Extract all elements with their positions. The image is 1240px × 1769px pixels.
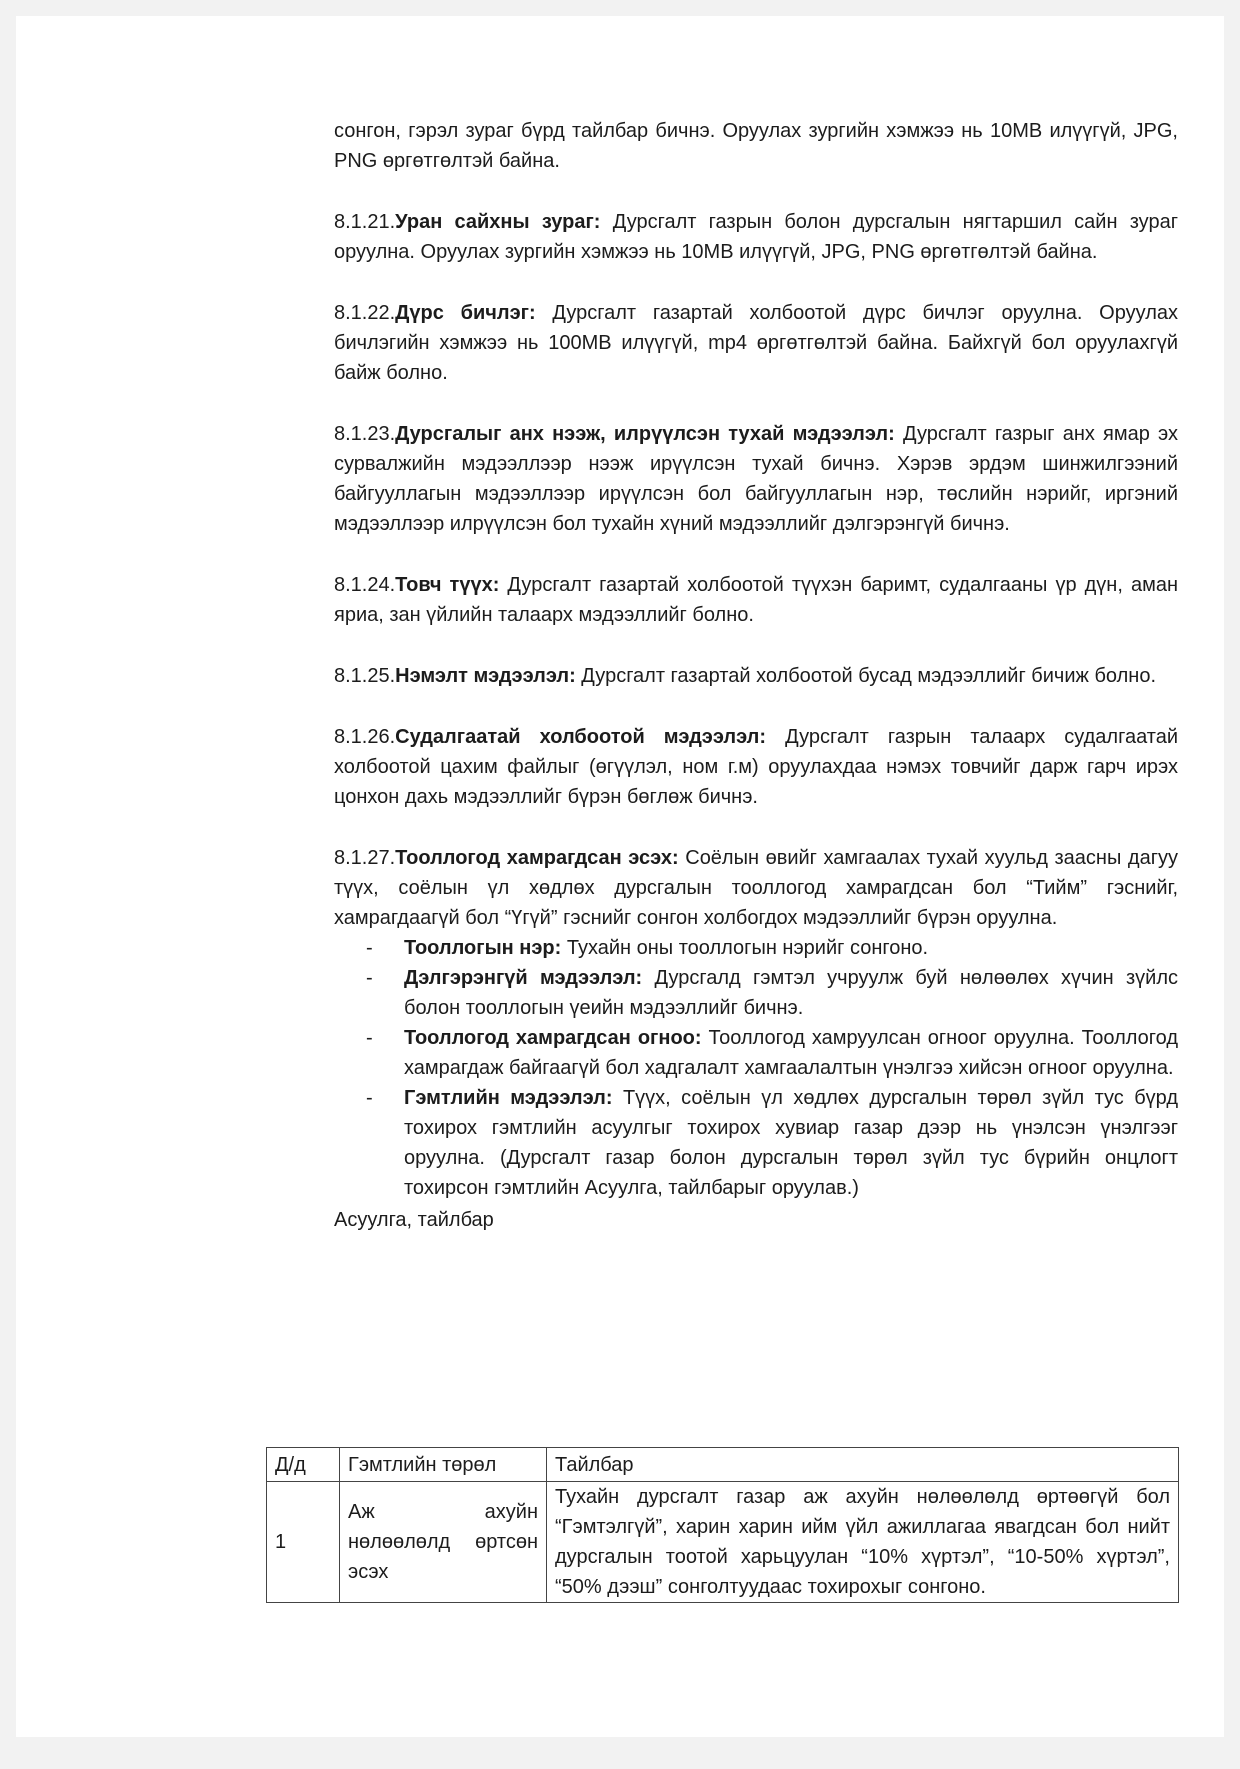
section-number: 8.1.21. <box>334 211 396 233</box>
section-heading: Дүрс бичлэг: <box>395 302 536 324</box>
table-row <box>267 1482 1179 1603</box>
list-item-text: Тухайн оны тооллогын нэрийг сонгоно. <box>561 937 929 959</box>
dash-bullet: - <box>366 1027 373 1049</box>
census-details-list <box>334 933 1178 1203</box>
list-item-text: Тооллогод хамруулсан огноог оруулна. Тооллогод хамрагдаж байгаагүй бол хадгалалт хамгаалалтын үнэлгээ хийсэн огноог оруулна. <box>404 1027 1178 1079</box>
section-heading: Нэмэлт мэдээлэл: <box>395 665 576 687</box>
section-8-1-23 <box>334 419 1178 539</box>
paragraph-continuation: сонгон, гэрэл зураг бүрд тайлбар бичнэ. Оруулах зургийн хэмжээ нь 10MB илүүгүй, JPG, PNG өргөтгөлтэй байна. <box>334 120 1178 172</box>
column-header-damage-type: Гэмтлийн төрөл <box>340 1448 547 1482</box>
section-8-1-27 <box>334 843 1178 933</box>
section-heading: Тооллогод хамрагдсан эсэх: <box>395 847 679 869</box>
table-caption: Асуулга, тайлбар <box>334 1209 494 1231</box>
column-header-description: Тайлбар <box>547 1448 1179 1482</box>
section-text: Соёлын өвийг хамгаалах тухай хуульд заасны дагуу түүх, соёлын үл хөдлөх дурсгалын тооллогод хамрагдсан бол “Тийм” гэснийг, хамрагдаагүй бол “Үгүй” гэснийг сонгон холбогдох мэдээллийг бүрэн оруулна. <box>334 847 1178 929</box>
damage-questionnaire-table <box>266 1447 1179 1603</box>
section-text: Дурсгалт газрын талаарх судалгаатай холбоотой цахим файлыг (өгүүлэл, ном г.м) оруулахдаа нэмэх товчийг дарж гарч ирэх цонхон дахь мэдээллийг бүрэн бөглөж бичнэ. <box>334 726 1178 808</box>
section-heading: Дурсгалыг анх нээж, илрүүлсэн тухай мэдээлэл: <box>395 423 895 445</box>
section-heading: Судалгаатай холбоотой мэдээлэл: <box>395 726 767 748</box>
section-8-1-26 <box>334 722 1178 812</box>
cell-damage-type: Аж ахуйн нөлөөлөлд өртсөн эсэх <box>340 1482 547 1603</box>
list-item <box>334 963 1178 1023</box>
section-number: 8.1.23. <box>334 423 396 445</box>
section-number: 8.1.24. <box>334 574 396 596</box>
section-text: Дурсгалт газартай холбоотой түүхэн баримт, судалгааны үр дүн, аман яриа, зан үйлийн талаарх мэдээллийг болно. <box>334 574 1178 626</box>
list-item <box>334 933 1178 963</box>
section-text: Дурсгалт газартай холбоотой бусад мэдээллийг бичиж болно. <box>575 665 1156 687</box>
section-heading: Уран сайхны зураг: <box>395 211 601 233</box>
list-item <box>334 1083 1178 1203</box>
section-8-1-21 <box>334 207 1178 267</box>
section-number: 8.1.25. <box>334 665 396 687</box>
list-item <box>334 1023 1178 1083</box>
list-item-text: Түүх, соёлын үл хөдлөх дурсгалын төрөл зүйл тус бүрд тохирох гэмтлийн асуулгыг тохирох хувиар газар дээр нь үнэлсэн үнэлгээг оруулна. (Дурсгалт газар болон дурсгалын төрөл зүйл тус бүрийн онцлогт тохирсон гэмтлийн Асуулга, тайлбарыг оруулав.) <box>404 1087 1178 1199</box>
list-item-title: Тооллогын нэр: <box>404 937 562 959</box>
dash-bullet: - <box>366 937 373 959</box>
section-text: Дурсгалт газрыг анх ямар эх сурвалжийн мэдээллээр нээж ирүүлсэн тухай бичнэ. Хэрэв эрдэм шинжилгээний байгууллагын мэдээллээр ирүүлсэн бол байгууллагын нэр, төслийн нэрийг, иргэний мэдээллээр илрүүлсэн бол тухайн хүний мэдээллийг дэлгэрэнгүй бичнэ. <box>334 423 1178 535</box>
section-number: 8.1.27. <box>334 847 396 869</box>
section-8-1-24 <box>334 570 1178 630</box>
section-number: 8.1.26. <box>334 726 396 748</box>
cell-number: 1 <box>267 1482 340 1603</box>
table-header-row <box>267 1448 1179 1482</box>
document-body <box>334 116 1178 1235</box>
section-8-1-22 <box>334 298 1178 388</box>
section-8-1-25 <box>334 661 1178 691</box>
section-text: Дурсгалт газрын болон дурсгалын нягтаршил сайн зураг оруулна. Оруулах зургийн хэмжээ нь 10MB илүүгүй, JPG, PNG өргөтгөлтэй байна. <box>334 211 1179 263</box>
cell-description: Тухайн дурсгалт газар аж ахуйн нөлөөлөлд өртөөгүй бол “Гэмтэлгүй”, харин харин ийм үйл ажиллагаа явагдсан бол нийт дурсгалын тоотой харьцуулан “10% хүртэл”, “10-50% хүртэл”, “50% дээш” сонголтуудаас тохирохыг сонгоно. <box>547 1482 1179 1603</box>
list-item-title: Гэмтлийн мэдээлэл: <box>404 1087 613 1109</box>
dash-bullet: - <box>366 967 373 989</box>
list-item-title: Дэлгэрэнгүй мэдээлэл: <box>404 967 643 989</box>
section-number: 8.1.22. <box>334 302 396 324</box>
dash-bullet: - <box>366 1087 373 1109</box>
list-item-title: Тооллогод хамрагдсан огноо: <box>404 1027 702 1049</box>
list-item-text: Дурсгалд гэмтэл учруулж буй нөлөөлөх хүчин зүйлс болон тооллогын үеийн мэдээллийг бичнэ. <box>404 967 1178 1019</box>
column-header-number: Д/д <box>267 1448 340 1482</box>
document-page <box>16 16 1224 1737</box>
section-text: Дурсгалт газартай холбоотой дүрс бичлэг оруулна. Оруулах бичлэгийн хэмжээ нь 100MB илүүгүй, mp4 өргөтгөлтэй байна. Байхгүй бол оруулахгүй байж болно. <box>334 302 1178 384</box>
section-heading: Товч түүх: <box>395 574 500 596</box>
